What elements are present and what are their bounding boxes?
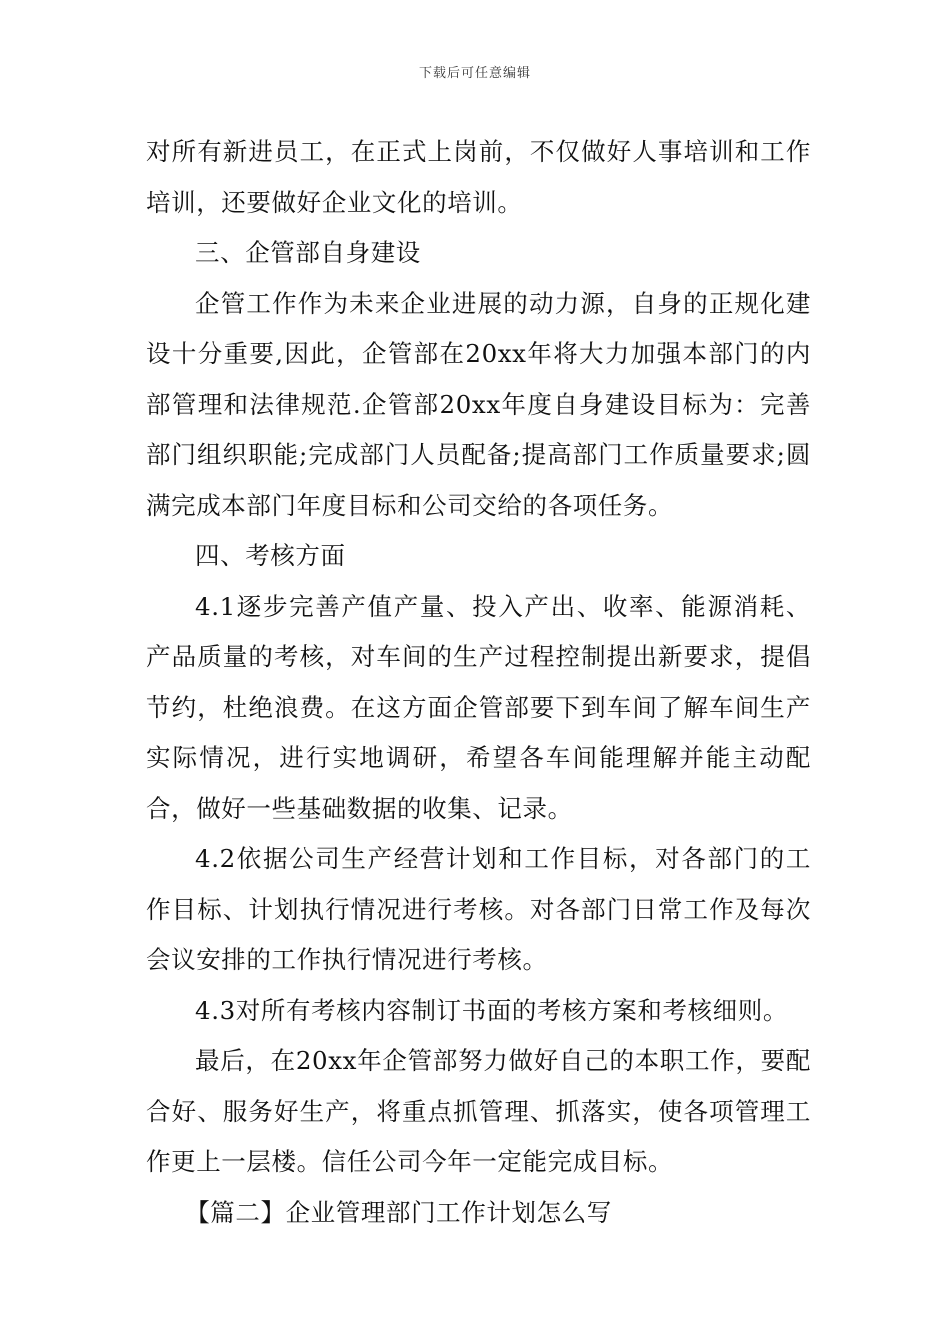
section-heading-3: 三、企管部自身建设 bbox=[195, 238, 421, 267]
paragraph-continuation: 对所有新进员工，在正式上岗前，不仅做好人事培训和工作培训，还要做好企业文化的培训。 bbox=[146, 137, 811, 217]
section-title: 【篇二】企业管理部门工作计划怎么写 bbox=[185, 1197, 612, 1227]
paragraph: 4.3对所有考核内容制订书面的考核方案和考核细则。 bbox=[195, 995, 788, 1025]
paragraph: 最后，在20xx年企管部努力做好自己的本职工作，要配合好、服务好生产，将重点抓管理、抓落实，使各项管理工作更上一层楼。信任公司今年一定能完成目标。 bbox=[146, 1046, 811, 1176]
document-body bbox=[146, 127, 811, 1238]
paragraph: 企管工作作为未来企业进展的动力源，自身的正规化建设十分重要,因此，企管部在20xx年将大力加强本部门的内部管理和法律规范.企管部20xx年度自身建设目标为：完善部门组织职能;完成部门人员配备;提高部门工作质量要求;圆满完成本部门年度目标和公司交给的各项任务。 bbox=[146, 288, 811, 520]
paragraph: 4.1逐步完善产值产量、投入产出、收率、能源消耗、产品质量的考核，对车间的生产过程控制提出新要求，提倡节约，杜绝浪费。在这方面企管部要下到车间了解车间生产实际情况，进行实地调研，希望各车间能理解并能主动配合，做好一些基础数据的收集、记录。 bbox=[146, 591, 811, 823]
section-heading-4: 四、考核方面 bbox=[195, 541, 346, 570]
page-header: 下载后可任意编辑 bbox=[418, 66, 531, 81]
paragraph: 4.2依据公司生产经营计划和工作目标，对各部门的工作目标、计划执行情况进行考核。对各部门日常工作及每次会议安排的工作执行情况进行考核。 bbox=[146, 844, 811, 974]
